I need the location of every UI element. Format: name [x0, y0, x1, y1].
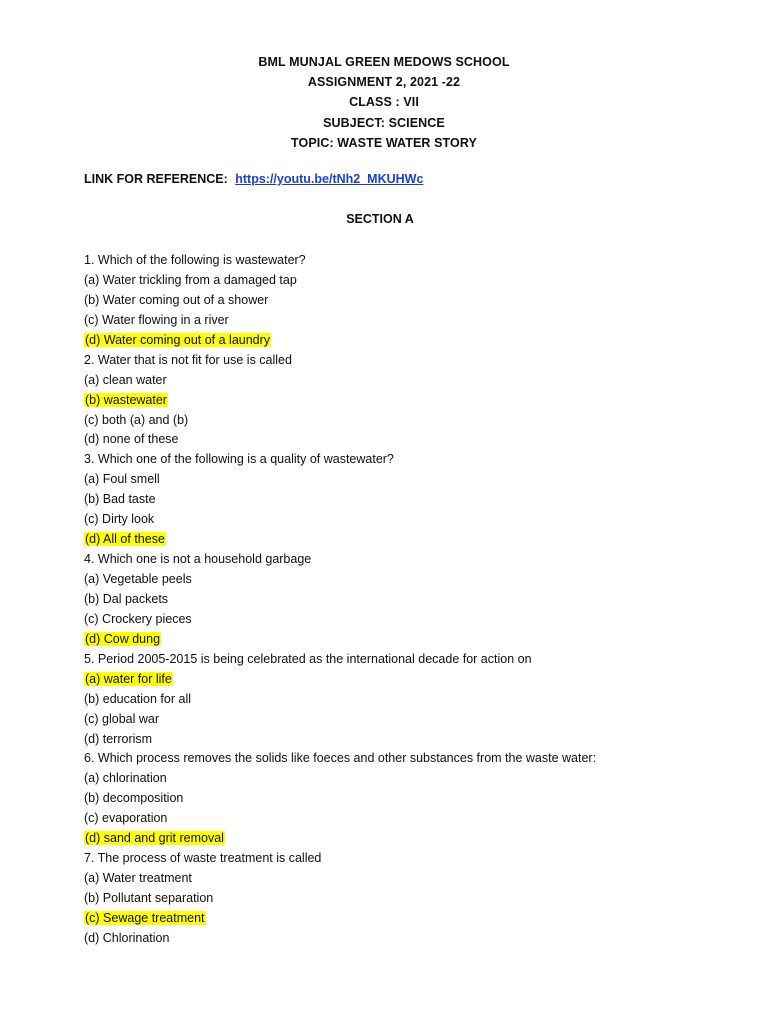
class-label: CLASS : VII	[349, 95, 419, 110]
correct-answer-highlight: (c) Sewage treatment	[85, 910, 205, 925]
answer-option	[84, 690, 744, 710]
answer-option	[84, 710, 744, 730]
answer-option	[84, 291, 744, 311]
topic-label: TOPIC: WASTE WATER STORY	[291, 135, 477, 150]
correct-answer-highlight: (d) Water coming out of a laundry	[85, 332, 271, 347]
line-text: (b) decomposition	[84, 791, 184, 806]
line-text: (c) global war	[84, 711, 160, 726]
line-text: (d) Chlorination	[84, 930, 170, 945]
line-text: (a) Water trickling from a damaged tap	[84, 272, 297, 287]
question-list	[84, 251, 744, 949]
question-text	[84, 550, 744, 570]
line-text: (d) none of these	[84, 432, 179, 447]
subject-label: SUBJECT: SCIENCE	[323, 115, 445, 130]
school-name: BML MUNJAL GREEN MEDOWS SCHOOL	[258, 55, 510, 69]
answer-option	[84, 809, 744, 829]
section-title: SECTION A	[346, 212, 414, 226]
answer-option	[84, 371, 744, 391]
answer-option	[84, 929, 744, 949]
line-text: (a) Vegetable peels	[84, 572, 192, 586]
line-text: (a) clean water	[84, 372, 167, 387]
answer-option	[84, 769, 744, 789]
line-text: (c) Crockery pieces	[84, 611, 192, 626]
line-text: 7. The process of waste treatment is called	[84, 851, 322, 866]
line-text: (b) Pollutant separation	[84, 891, 214, 905]
line-text: (a) chlorination	[84, 771, 167, 786]
answer-option	[84, 909, 744, 929]
answer-option	[84, 829, 744, 849]
line-text: (a) Water treatment	[84, 871, 192, 886]
answer-option	[84, 889, 744, 909]
reference-line	[84, 172, 423, 186]
answer-option	[84, 470, 744, 490]
line-text: 3. Which one of the following is a quality of wastewater?	[84, 452, 394, 467]
correct-answer-highlight: (d) sand and grit removal	[85, 831, 224, 846]
line-text: (d) terrorism	[84, 731, 153, 746]
line-text: (c) Dirty look	[84, 512, 155, 527]
line-text: (c) evaporation	[84, 811, 168, 826]
line-text: (b) Water coming out of a shower	[84, 292, 269, 307]
answer-option	[84, 869, 744, 889]
reference-label: LINK FOR REFERENCE:	[84, 172, 228, 186]
line-text: 6. Which process removes the solids like foeces and other substances from the waste water:	[84, 751, 597, 766]
answer-option	[84, 490, 744, 510]
answer-option	[84, 271, 744, 291]
question-text	[84, 450, 744, 470]
line-text: 2. Water that is not fit for use is called	[84, 352, 292, 367]
assignment-title: ASSIGNMENT 2, 2021 -22	[307, 75, 461, 90]
question-text	[84, 849, 744, 869]
correct-answer-highlight: (d) All of these	[85, 532, 165, 547]
answer-option	[84, 331, 744, 351]
correct-answer-highlight: (d) Cow dung	[85, 631, 161, 646]
line-text: (a) Foul smell	[84, 472, 160, 487]
line-text: 4. Which one is not a household garbage	[84, 552, 312, 567]
answer-option	[84, 670, 744, 690]
answer-option	[84, 590, 744, 610]
line-text: (b) Dal packets	[84, 591, 169, 606]
reference-link[interactable]: https://youtu.be/tNh2_MKUHWc	[235, 172, 424, 186]
answer-option	[84, 630, 744, 650]
line-text: 1. Which of the following is wastewater?	[84, 253, 306, 267]
question-text	[84, 251, 744, 271]
answer-option	[84, 391, 744, 411]
line-text: (b) education for all	[84, 691, 192, 706]
answer-option	[84, 610, 744, 630]
answer-option	[84, 430, 744, 450]
answer-option	[84, 570, 744, 590]
question-text	[84, 749, 744, 769]
line-text: (b) Bad taste	[84, 492, 156, 507]
answer-option	[84, 530, 744, 550]
line-text: (c) Water flowing in a river	[84, 312, 229, 327]
correct-answer-highlight: (a) water for life	[85, 671, 172, 686]
line-text: 5. Period 2005-2015 is being celebrated as the international decade for action on	[84, 651, 532, 666]
question-text	[84, 351, 744, 371]
answer-option	[84, 789, 744, 809]
answer-option	[84, 510, 744, 530]
correct-answer-highlight: (b) wastewater	[85, 392, 167, 407]
line-text: (c) both (a) and (b)	[84, 412, 189, 427]
answer-option	[84, 311, 744, 331]
answer-option	[84, 411, 744, 431]
document-header	[0, 52, 768, 153]
question-text	[84, 650, 744, 670]
answer-option	[84, 730, 744, 750]
